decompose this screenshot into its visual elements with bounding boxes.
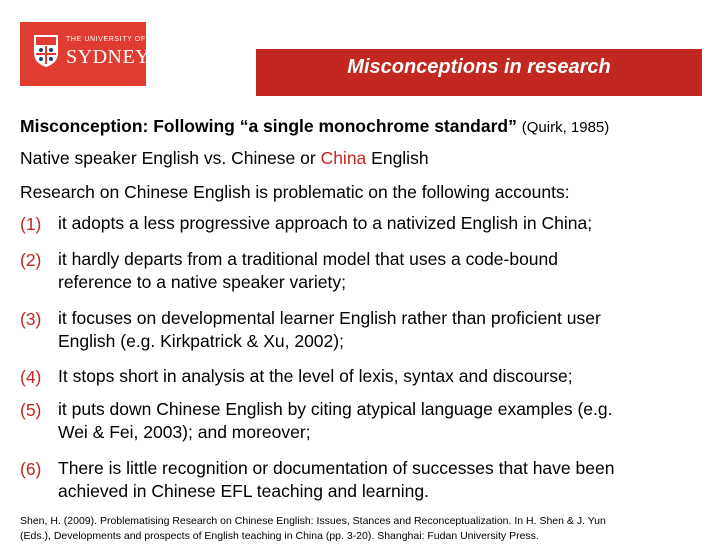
item-text [58,248,558,294]
heading-citation: (Quirk, 1985) [521,119,610,136]
crest-icon [32,33,60,69]
logo-text-line2: SYDNEY [66,46,151,68]
subheading [20,148,429,169]
item-number: (4) [20,367,42,387]
item-number: (2) [20,250,42,270]
reference-line: Shen, H. (2009). Problematising Research on Chinese English: Issues, Stances and Reconceptualization. In H. Shen & J. Yun [20,515,606,527]
heading [20,116,609,137]
intro-text: Research on Chinese English is problematic on the following accounts: [20,182,570,202]
heading-text: Misconception: Following “a single monochrome standard” [20,116,517,136]
item-text [58,398,613,444]
item-text [58,212,592,235]
item-line: reference to a native speaker variety; [58,272,346,292]
logo-text-line1: THE UNIVERSITY OF [66,36,146,43]
title-band [256,49,702,96]
item-line: English (e.g. Kirkpatrick & Xu, 2002); [58,331,344,351]
item-number: (6) [20,459,42,479]
university-logo [20,22,151,86]
item-text [58,307,601,353]
item-number: (3) [20,309,42,329]
item-line: achieved in Chinese EFL teaching and learning. [58,481,429,501]
item-number: (1) [20,214,42,234]
subheading-highlight: China [320,148,367,168]
item-number: (5) [20,400,42,420]
item-line: There is little recognition or documentation of successes that have been [58,458,615,478]
item-text [58,457,614,503]
item-line: it adopts a less progressive approach to a nativized English in China; [58,213,593,233]
subheading-before: Native speaker English vs. Chinese or [20,148,321,168]
subheading-after: English [366,148,429,168]
item-line: it hardly departs from a traditional model that uses a code-bound [58,249,559,269]
item-line: Wei & Fei, 2003); and moreover; [58,422,311,442]
item-text [58,365,573,388]
reference-line: (Eds.), Developments and prospects of English teaching in China (pp. 3-20). Shanghai: Fudan University Press. [20,530,539,542]
slide-title: Misconceptions in research [347,56,611,78]
item-line: it focuses on developmental learner English rather than proficient user [58,308,601,328]
item-line: it puts down Chinese English by citing atypical language examples (e.g. [58,399,613,419]
item-line: It stops short in analysis at the level of lexis, syntax and discourse; [58,366,573,386]
